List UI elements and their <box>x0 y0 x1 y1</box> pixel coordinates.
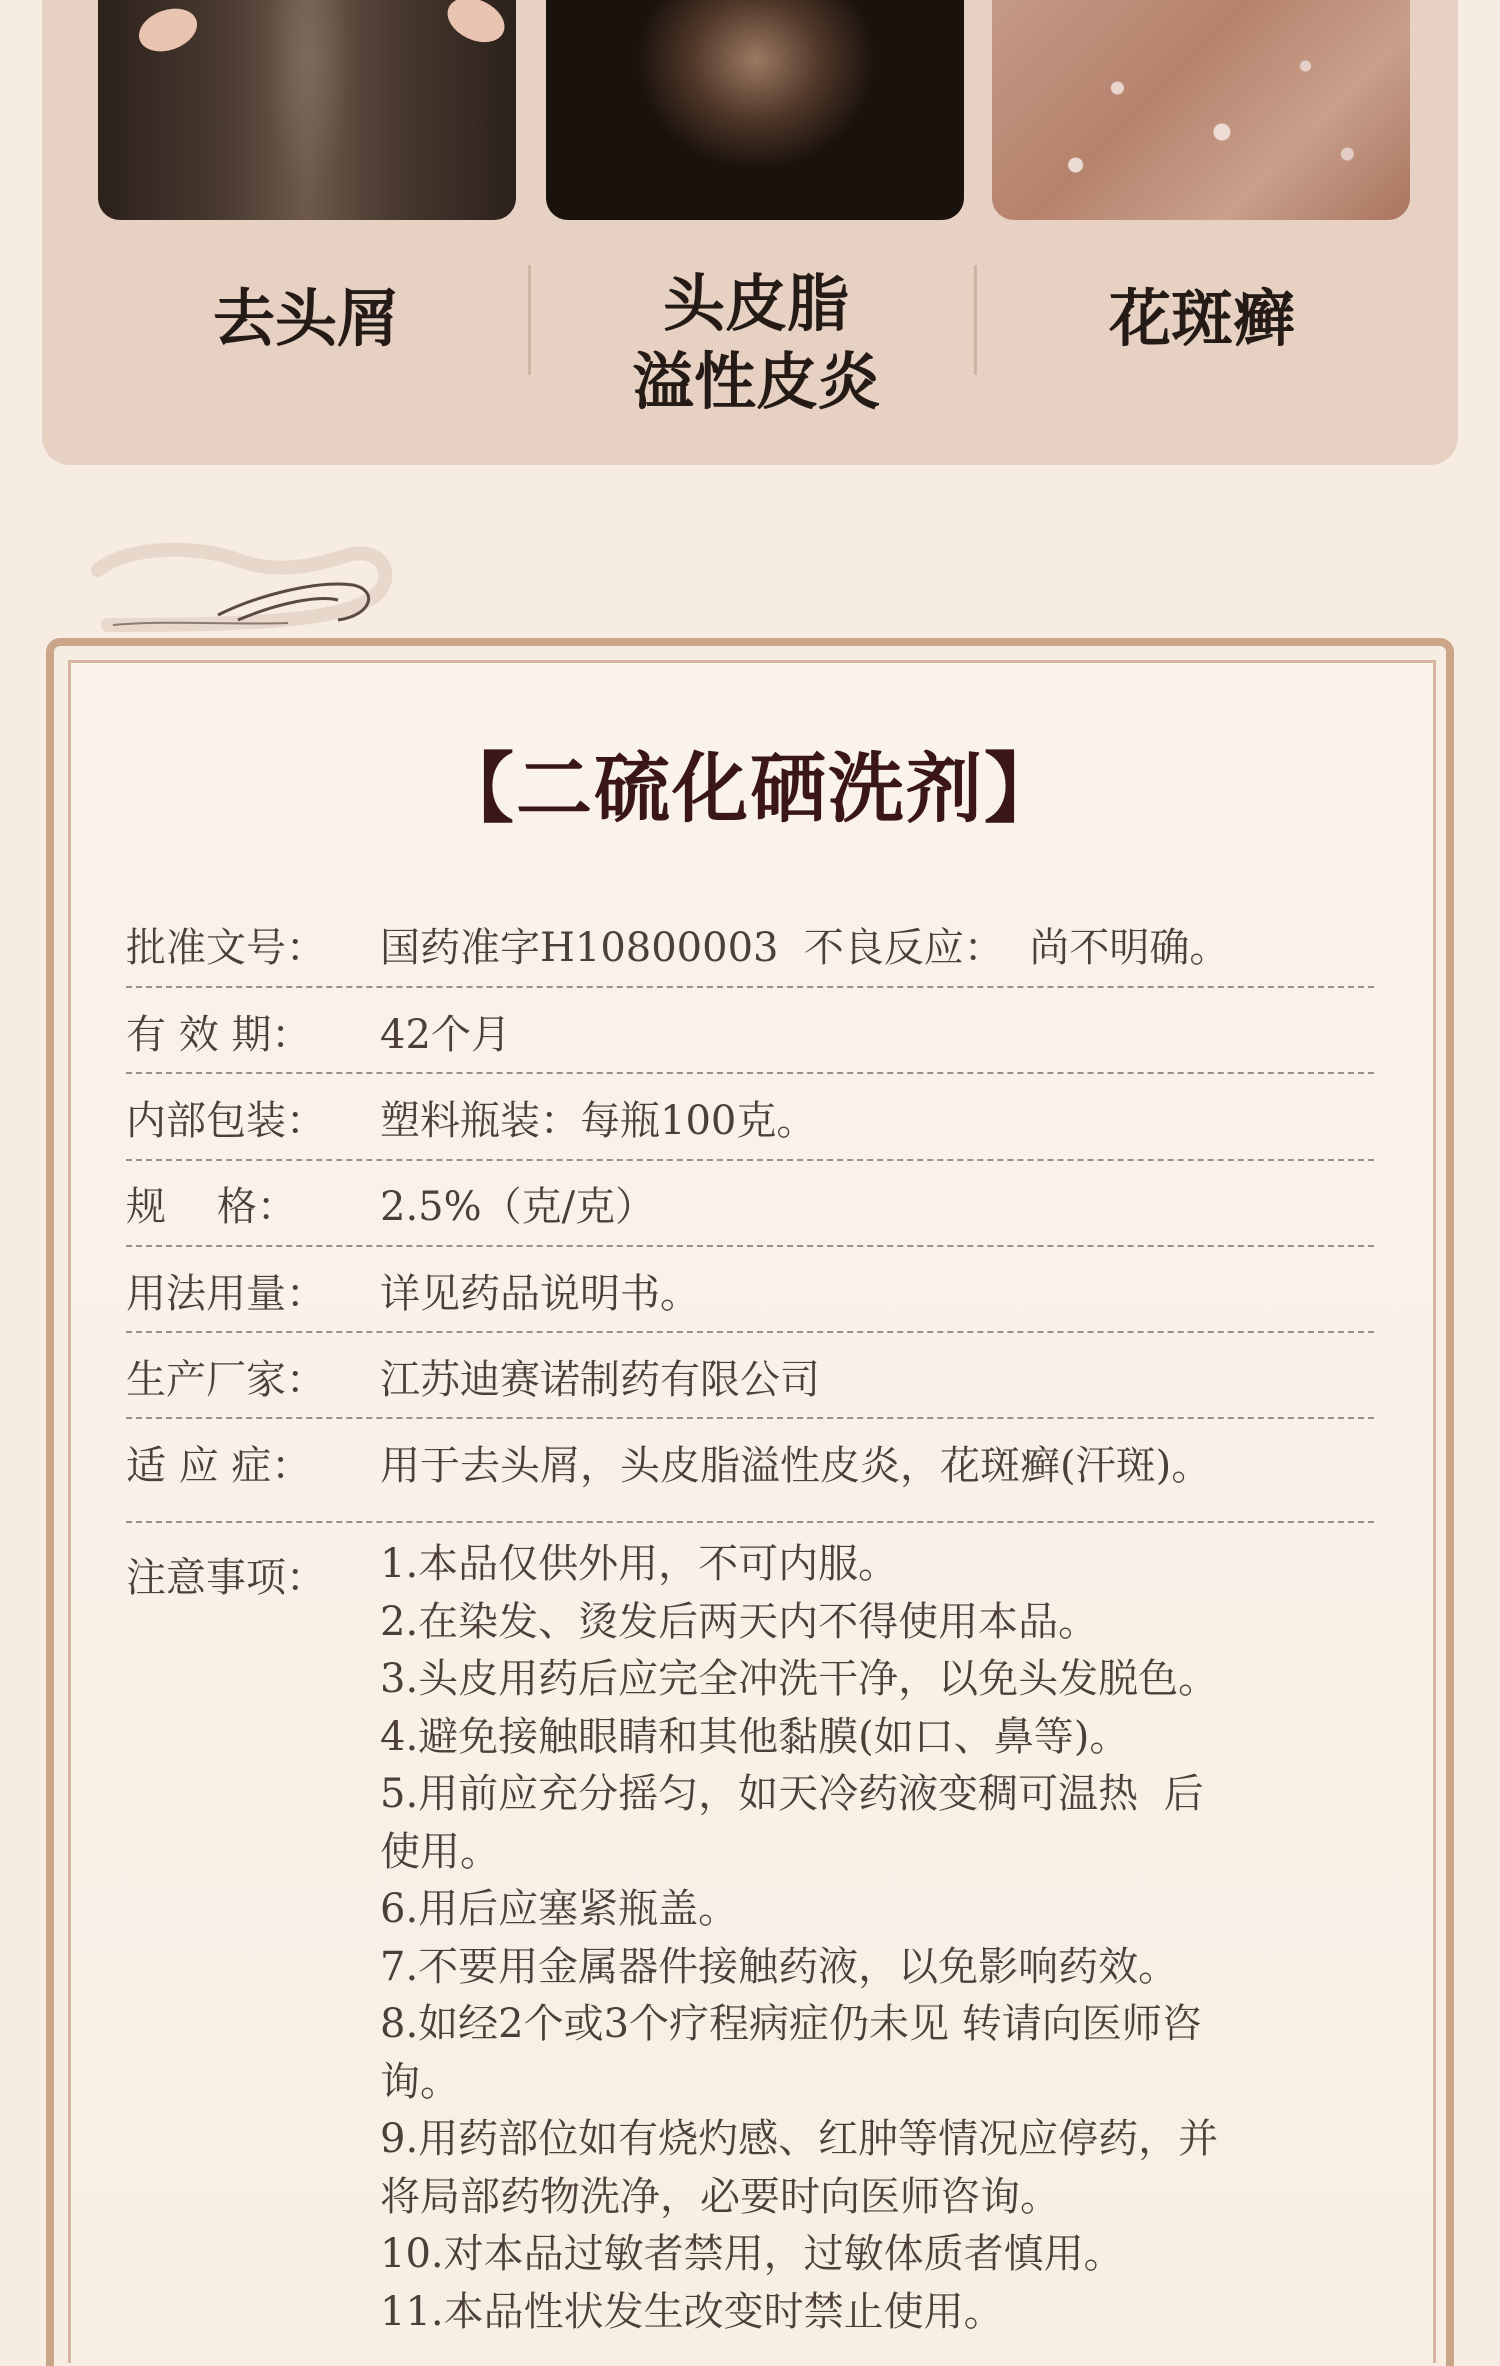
spec-value: 42个月 <box>380 1012 511 1058</box>
spec-label: 适 应 症： <box>126 1443 312 1489</box>
divider <box>974 265 977 375</box>
row-separator <box>126 1521 1374 1523</box>
spec-value: 详见药品说明书。 <box>380 1271 700 1317</box>
spec-value: 用于去头屑，头皮脂溢性皮炎，花斑癣(汗斑)。 <box>380 1443 1212 1489</box>
row-separator <box>126 1331 1374 1333</box>
symptom-label-seborrheic-dermatitis: 头皮脂 溢性皮炎 <box>631 267 880 418</box>
note-item: 5.用前应充分摇匀，如天冷药液变稠可温热 后 使用。 <box>380 1771 1204 1875</box>
notes-list <box>380 1536 1360 2341</box>
row-separator <box>126 1245 1374 1247</box>
note-item: 8.如经2个或3个疗程病症仍未见 转请向医师咨 询。 <box>380 2001 1202 2105</box>
spec-label: 内部包装： <box>126 1098 326 1144</box>
note-item: 1.本品仅供外用，不可内服。 <box>380 1541 899 1587</box>
spec-label: 用法用量： <box>126 1271 326 1317</box>
note-item: 7.不要用金属器件接触药液，以免影响药效。 <box>380 1943 1179 1990</box>
note-item: 9.用药部位如有烧灼感、红肿等情况应停药，并 将局部药物洗净，必要时向医师咨询。 <box>380 2116 1219 2220</box>
spec-value: 江苏迪赛诺制药有限公司 <box>380 1357 820 1403</box>
spec-value: 塑料瓶装：每瓶100克。 <box>380 1098 817 1144</box>
spec-value: 国药准字H10800003 不良反应： 尚不明确。 <box>380 925 1230 971</box>
hand-right-image <box>440 0 511 51</box>
product-title: 【二硫化硒洗剂】 <box>438 744 1062 833</box>
spec-value: 2.5%（克/克） <box>380 1184 656 1230</box>
spec-label: 规 格： <box>126 1184 297 1230</box>
spec-label: 生产厂家： <box>126 1357 326 1403</box>
note-item: 4.避免接触眼睛和其他黏膜(如口、鼻等)。 <box>380 1713 1130 1760</box>
spec-label: 有 效 期： <box>126 1012 312 1058</box>
tinea-versicolor-photo <box>992 0 1410 220</box>
dandruff-photo <box>98 0 516 220</box>
notes-label: 注意事项： <box>126 1555 326 1601</box>
scalp-dermatitis-photo <box>546 0 964 220</box>
row-separator <box>126 1072 1374 1074</box>
row-separator <box>126 1159 1374 1161</box>
row-separator <box>126 1417 1374 1419</box>
divider <box>528 265 531 375</box>
note-item: 6.用后应塞紧瓶盖。 <box>380 1886 739 1932</box>
spec-label: 批准文号： <box>126 925 326 971</box>
cloud-ornament-icon <box>88 525 408 635</box>
symptom-label-dandruff: 去头屑 <box>212 282 399 355</box>
note-item: 2.在染发、烫发后两天内不得使用本品。 <box>380 1598 1099 1645</box>
hand-left-image <box>133 1 203 59</box>
row-separator <box>126 986 1374 988</box>
note-item: 3.头皮用药后应完全冲洗干净，以免头发脱色。 <box>380 1656 1219 1702</box>
note-item: 11.本品性状发生改变时禁止使用。 <box>380 2288 1004 2335</box>
note-item: 10.对本品过敏者禁用，过敏体质者慎用。 <box>380 2231 1124 2277</box>
symptom-label-tinea-versicolor: 花斑癣 <box>1108 282 1295 355</box>
